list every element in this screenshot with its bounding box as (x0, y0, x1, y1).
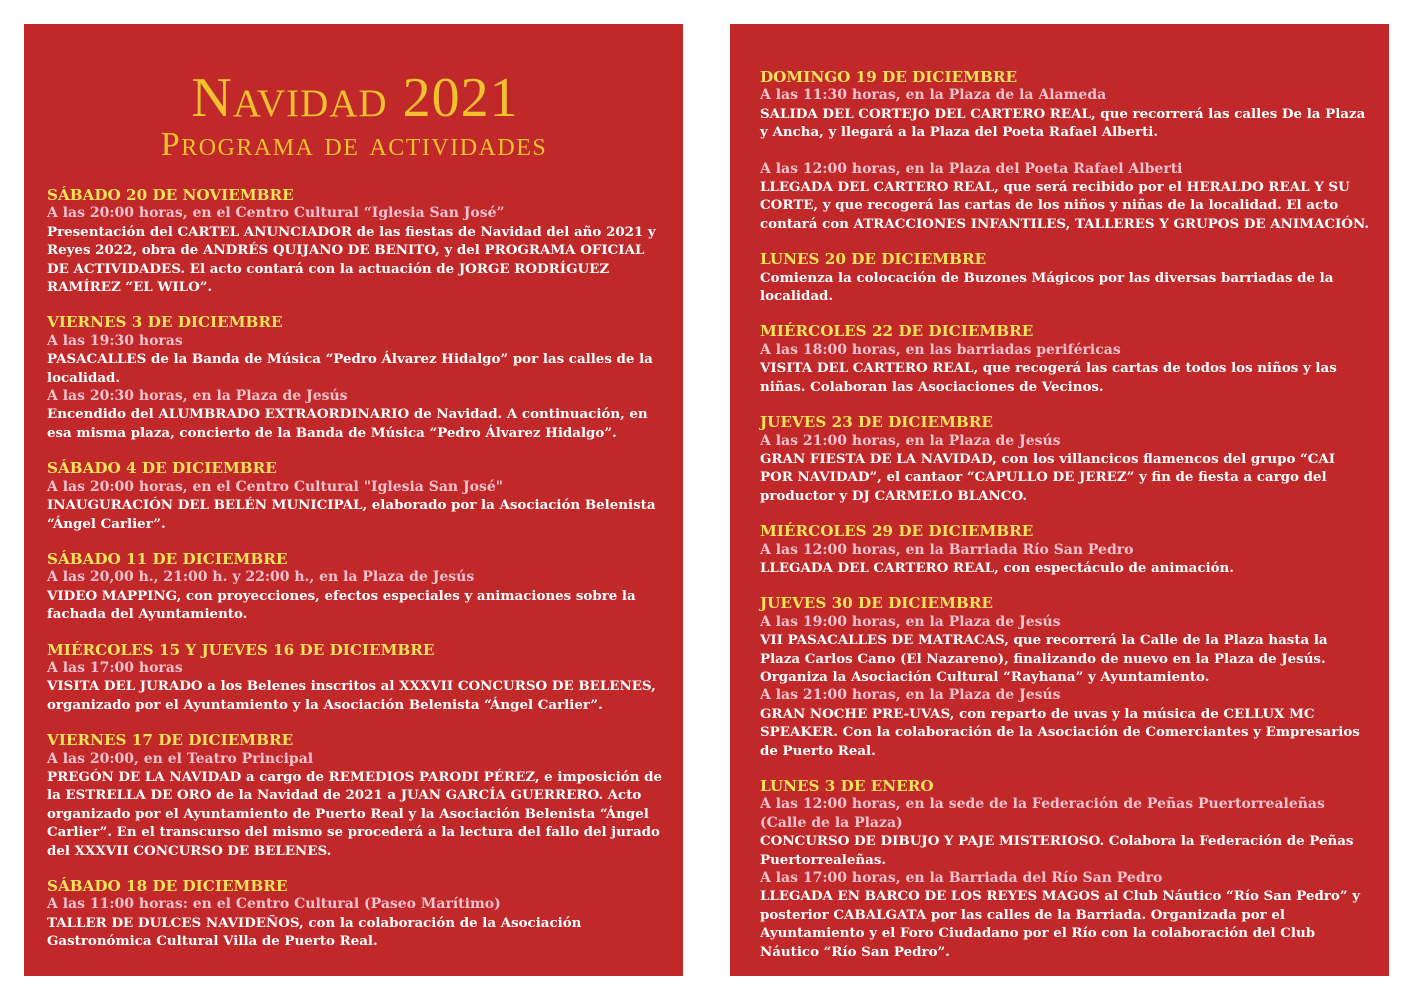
day-heading: SÁBADO 20 DE NOVIEMBRE (47, 186, 294, 204)
event-description: VISITA DEL CARTERO REAL, que recogerá las cartas de todos los niños y las niñas. Colaboran las Asociaciones de Vecinos. (760, 360, 1337, 395)
event-time: A las 21:00 horas, en la Plaza de Jesús (760, 687, 1061, 704)
event-description: Comienza la colocación de Buzones Mágicos por las diversas barriadas de la localidad. (760, 269, 1334, 305)
event-time: A las 17:00 horas (47, 659, 183, 676)
event-description: Encendido del ALUMBRADO EXTRAORDINARIO de Navidad. A continuación, en esa misma plaza, concierto de la Banda de Música “Pedro Álvarez Hidalgo”. (47, 406, 648, 441)
day-block (47, 313, 665, 442)
day-heading: VIERNES 3 DE DICIEMBRE (47, 313, 283, 332)
day-block (760, 522, 1371, 577)
day-block (760, 322, 1371, 396)
day-heading: JUEVES 30 DE DICIEMBRE (760, 594, 993, 613)
event-description: PASACALLES de la Banda de Música “Pedro Álvarez Hidalgo” por las calles de la localidad. (47, 351, 653, 386)
day-block (760, 68, 1371, 233)
day-heading: MIÉRCOLES 15 Y JUEVES 16 DE DICIEMBRE (47, 640, 435, 659)
day-block (760, 250, 1371, 305)
event-description: CONCURSO DE DIBUJO Y PAJE MISTERIOSO. Colabora la Federación de Peñas Puertorrealeñas. (760, 833, 1354, 868)
event-time: A las 11:00 horas: en el Centro Cultural (Paseo Marítimo) (47, 896, 501, 913)
event-time: A las 20:00 horas, en el Centro Cultural “Iglesia San José” (47, 205, 505, 222)
event-description: VIDEO MAPPING, con proyecciones, efectos especiales y animaciones sobre la fachada del Ayuntamiento. (47, 587, 636, 623)
day-block (47, 731, 665, 860)
event-time: A las 12:00 horas, en la Barriada Río San Pedro (760, 541, 1134, 558)
event-time: A las 20,00 h., 21:00 h. y 22:00 h., en la Plaza de Jesús (47, 569, 475, 586)
right-program-page (730, 24, 1389, 976)
event-time: A las 20:00 horas, en el Centro Cultural "Iglesia San José" (47, 478, 504, 495)
event-time: A las 19:30 horas (47, 332, 183, 349)
event-time: A las 17:00 horas, en la Barriada del Río San Pedro (760, 870, 1163, 887)
event-description: LLEGADA EN BARCO DE LOS REYES MAGOS al Club Náutico “Río San Pedro” y posterior CABALGATA por las calles de la Barriada. Organizada por el Ayuntamiento y el Foro Ciudadano por el Río con la colaboración del Club Náutico “Río San Pedro”. (760, 888, 1361, 960)
program-title: Navidad 2021 (191, 67, 519, 129)
event-description: VISITA DEL JURADO a los Belenes inscritos al XXXVII CONCURSO DE BELENES, organizado por el Ayuntamiento y la Asociación Belenista “Ángel Carlier”. (47, 678, 656, 713)
event-description: GRAN NOCHE PRE-UVAS, con reparto de uvas y la música de CELLUX MC SPEAKER. Con la colaboración de la Asociación de Comerciantes y Empresarios de Puerto Real. (760, 705, 1360, 759)
event-description: SALIDA DEL CORTEJO DEL CARTERO REAL, que recorrerá las calles De la Plaza y Ancha, y llegará a la Plaza del Poeta Rafael Alberti. (760, 105, 1366, 141)
day-block (47, 877, 665, 951)
day-heading: LUNES 3 DE ENERO (760, 777, 934, 795)
day-heading: SÁBADO 11 DE DICIEMBRE (47, 549, 288, 568)
day-block (47, 641, 665, 715)
day-heading: MIÉRCOLES 22 DE DICIEMBRE (760, 322, 1034, 341)
day-heading: SÁBADO 4 DE DICIEMBRE (47, 459, 277, 478)
event-description: GRAN FIESTA DE LA NAVIDAD, con los villancicos flamencos del grupo “CAI POR NAVIDAD”, el cantaor “CAPULLO DE JEREZ” y fin de fiesta a cargo del productor y DJ CARMELO BLANCO. (760, 450, 1336, 504)
day-heading: JUEVES 23 DE DICIEMBRE (760, 413, 993, 432)
event-description: VII PASACALLES DE MATRACAS, que recorrerá la Calle de la Plaza hasta la Plaza Carlos Cano (El Nazareno), finalizando de nuevo en la Plaza de Jesús. Organiza la Asociación Cultural “Rayhana” y Ayuntamiento. (760, 632, 1328, 685)
day-heading: DOMINGO 19 DE DICIEMBRE (760, 68, 1018, 86)
event-time: A las 21:00 horas, en la Plaza de Jesús (760, 432, 1061, 449)
day-block (47, 550, 665, 624)
day-block (47, 186, 665, 296)
day-block (760, 594, 1371, 760)
program-subtitle: Programa de actividades (160, 126, 548, 163)
event-time: A las 20:30 horas, en la Plaza de Jesús (47, 388, 348, 405)
event-time: A las 11:30 horas, en la Plaza de la Alameda (760, 87, 1107, 104)
event-time: A las 18:00 horas, en las barriadas periféricas (760, 341, 1121, 358)
day-block (47, 459, 665, 533)
spacer (760, 142, 1371, 160)
day-block (760, 777, 1371, 961)
day-heading: SÁBADO 18 DE DICIEMBRE (47, 877, 288, 895)
day-heading: LUNES 20 DE DICIEMBRE (760, 250, 987, 269)
event-description: PREGÓN DE LA NAVIDAD a cargo de REMEDIOS PARODI PÉREZ, e imposición de la ESTRELLA DE ORO de la Navidad de 2021 a JUAN GARCÍA GUERRERO. Acto organizado por el Ayuntamiento de Puerto Real y la Asociación Belenista “Ángel Carlier”. En el transcurso del mismo se procederá a la lectura del fallo del jurado del XXXVII CONCURSO DE BELENES. (47, 768, 662, 859)
event-time: A las 12:00 horas, en la sede de la Federación de Peñas Puertorrealeñas (Calle de la Plaza) (760, 796, 1325, 831)
event-description: LLEGADA DEL CARTERO REAL, con espectáculo de animación. (760, 559, 1234, 576)
event-description: INAUGURACIÓN DEL BELÉN MUNICIPAL, elaborado por la Asociación Belenista “Ángel Carlier”. (47, 497, 656, 532)
day-heading: MIÉRCOLES 29 DE DICIEMBRE (760, 522, 1034, 541)
left-program-page (24, 24, 683, 976)
event-description: LLEGADA DEL CARTERO REAL, que será recibido por el HERALDO REAL Y SU CORTE, y que recogerá las cartas de los niños y niñas de la localidad. El acto contará con ATRACCIONES INFANTILES, TALLERES Y GRUPOS DE ANIMACIÓN. (760, 179, 1370, 232)
day-heading: VIERNES 17 DE DICIEMBRE (47, 731, 294, 750)
event-time: A las 20:00, en el Teatro Principal (47, 750, 314, 767)
day-block (760, 413, 1371, 505)
event-description: TALLER DE DULCES NAVIDEÑOS, con la colaboración de la Asociación Gastronómica Cultural Villa de Puerto Real. (47, 914, 582, 950)
event-time: A las 12:00 horas, en la Plaza del Poeta Rafael Alberti (760, 160, 1183, 177)
event-time: A las 19:00 horas, en la Plaza de Jesús (760, 613, 1061, 630)
event-description: Presentación del CARTEL ANUNCIADOR de las fiestas de Navidad del año 2021 y Reyes 2022, obra de ANDRÉS QUIJANO DE BENITO, y del PROGRAMA OFICIAL DE ACTIVIDADES. El acto contará con la actuación de JORGE RODRÍGUEZ RAMÍREZ “EL WILO”. (47, 223, 656, 296)
